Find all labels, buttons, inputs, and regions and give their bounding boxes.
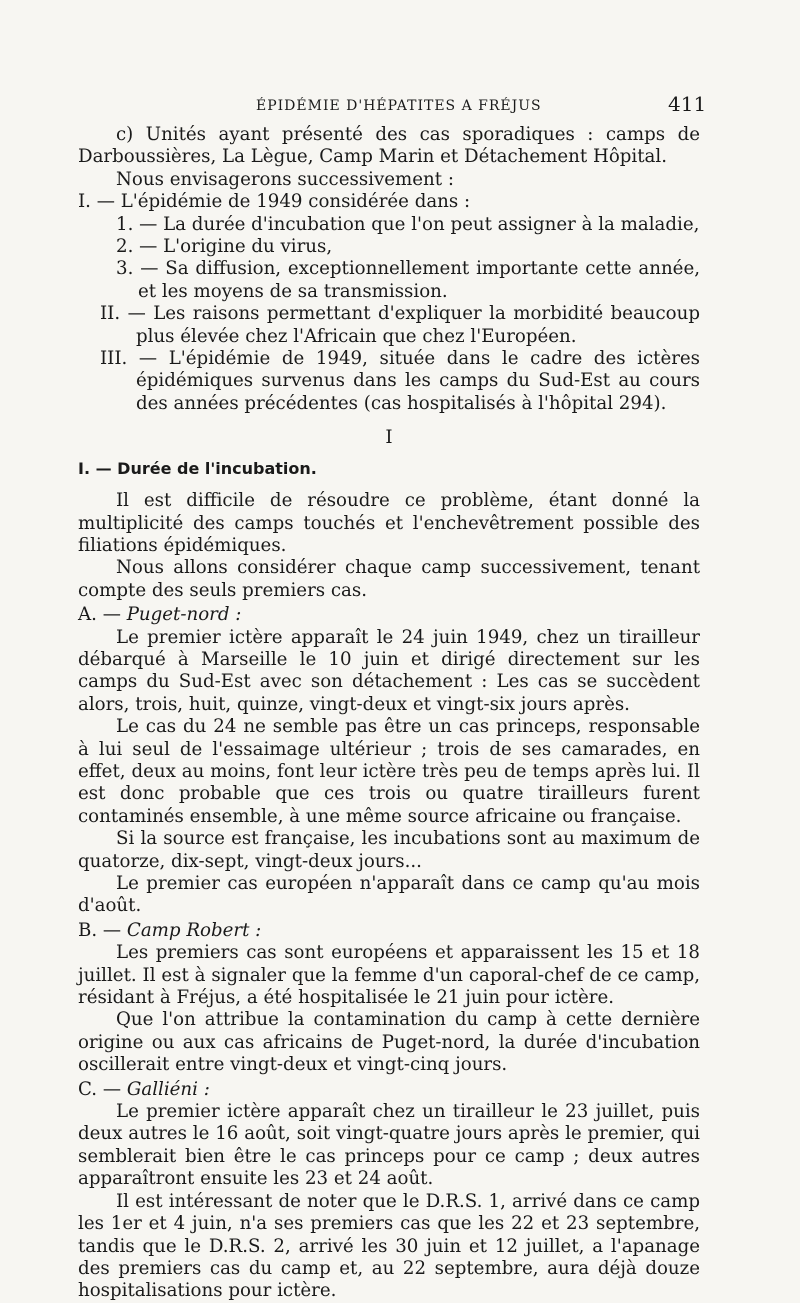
camp-c-heading <box>78 1079 700 1101</box>
camp-a-paragraph-4: Le premier cas européen n'apparaît dans ce camp qu'au mois d'août. <box>78 873 700 917</box>
camp-a-paragraph-1: Le premier ictère apparaît le 24 juin 1949, chez un tirailleur débarqué à Marseille le 10 juin et dirigé directement sur les camps du Sud-Est avec son détachement : Les cas se succèdent alors, trois, huit, quinze, vingt-deux et vingt-six jours après. <box>78 626 700 715</box>
camp-c-paragraph-1: Le premier ictère apparaît chez un tirailleur le 23 juillet, puis deux autres le 16 août, soit vingt-quatre jours après le premier, qui semblerait bien être le cas princeps pour ce camp ; deux autres apparaîtront ensuite les 23 et 24 août. <box>78 1101 700 1190</box>
camp-b-name: Camp Robert : <box>126 919 262 941</box>
section-paragraph-2: Nous allons considérer chaque camp successivement, tenant compte des seuls premiers cas. <box>78 557 700 601</box>
section-title: I. — Durée de l'incubation. <box>78 458 317 478</box>
plan-I-2: 2. — L'origine du virus, <box>116 236 333 258</box>
camp-c-name: Galliéni : <box>126 1078 210 1100</box>
camp-a-heading <box>78 604 700 626</box>
intro-item-c: c) Unités ayant présenté des cas sporadiques : camps de Darboussières, La Lègue, Camp Marin et Détachement Hôpital. <box>78 124 700 168</box>
camp-a-name: Puget-nord : <box>126 604 242 626</box>
plan-I-sublist <box>78 214 700 304</box>
plan-I-1: 1. — La durée d'incubation que l'on peut assigner à la maladie, <box>116 213 700 235</box>
plan-II: II. — Les raisons permettant d'expliquer la morbidité beaucoup plus élevée chez l'Africain que chez l'Européen. <box>100 303 700 347</box>
camp-a-paragraph-2: Le cas du 24 ne semble pas être un cas princeps, responsable à lui seul de l'essaimage ultérieur ; trois de ses camarades, en effet, deux au moins, font leur ictère très peu de temps après lui. Il est donc probable que ces trois ou quatre tirailleurs furent contaminés ensemble, à une même source africaine ou française. <box>78 716 700 827</box>
camp-a-prefix: A. — <box>78 604 121 626</box>
intro-envisage: Nous envisagerons successivement : <box>116 168 454 190</box>
plan-III: III. — L'épidémie de 1949, située dans le cadre des ictères épidémiques survenus dans les camps du Sud-Est au cours des années précédentes (cas hospitalisés à l'hôpital 294). <box>100 348 700 414</box>
plan-I: I. — L'épidémie de 1949 considérée dans : <box>78 191 471 213</box>
running-head: ÉPIDÉMIE D'HÉPATITES A FRÉJUS <box>256 98 542 114</box>
plan-I-3: 3. — Sa diffusion, exceptionnellement importante cette année, et les moyens de sa transmission. <box>116 258 700 302</box>
camp-a-paragraph-3: Si la source est française, les incubations sont au maximum de quatorze, dix-sept, vingt-deux jours... <box>78 828 700 872</box>
section-paragraph-1: Il est difficile de résoudre ce problème, étant donné la multiplicité des camps touchés et l'enchevêtrement possible des filiations épidémiques. <box>78 490 700 556</box>
camp-b-heading <box>78 920 700 942</box>
section-roman-numeral: I <box>385 427 393 449</box>
page-number: 411 <box>668 92 707 116</box>
camp-b-paragraph-2: Que l'on attribue la contamination du camp à cette dernière origine ou aux cas africains de Puget-nord, la durée d'incubation oscillerait entre vingt-deux et vingt-cinq jours. <box>78 1009 700 1076</box>
camp-c-prefix: C. — <box>78 1078 122 1100</box>
camp-c-paragraph-2: Il est intéressant de noter que le D.R.S. 1, arrivé dans ce camp les 1er et 4 juin, n'a ses premiers cas que les 22 et 23 septembre, tandis que le D.R.S. 2, arrivé les 30 juin et 12 juillet, a l'apanage des premiers cas du camp et, au 22 septembre, aura déjà douze hospitalisations pour ictère. <box>78 1190 700 1302</box>
page-body <box>78 124 700 1303</box>
camp-b-prefix: B. — <box>78 919 122 941</box>
camp-b-paragraph-1: Les premiers cas sont européens et apparaissent les 15 et 18 juillet. Il est à signaler que la femme d'un caporal-chef de ce camp, résidant à Fréjus, a été hospitalisée le 21 juin pour ictère. <box>78 942 700 1009</box>
